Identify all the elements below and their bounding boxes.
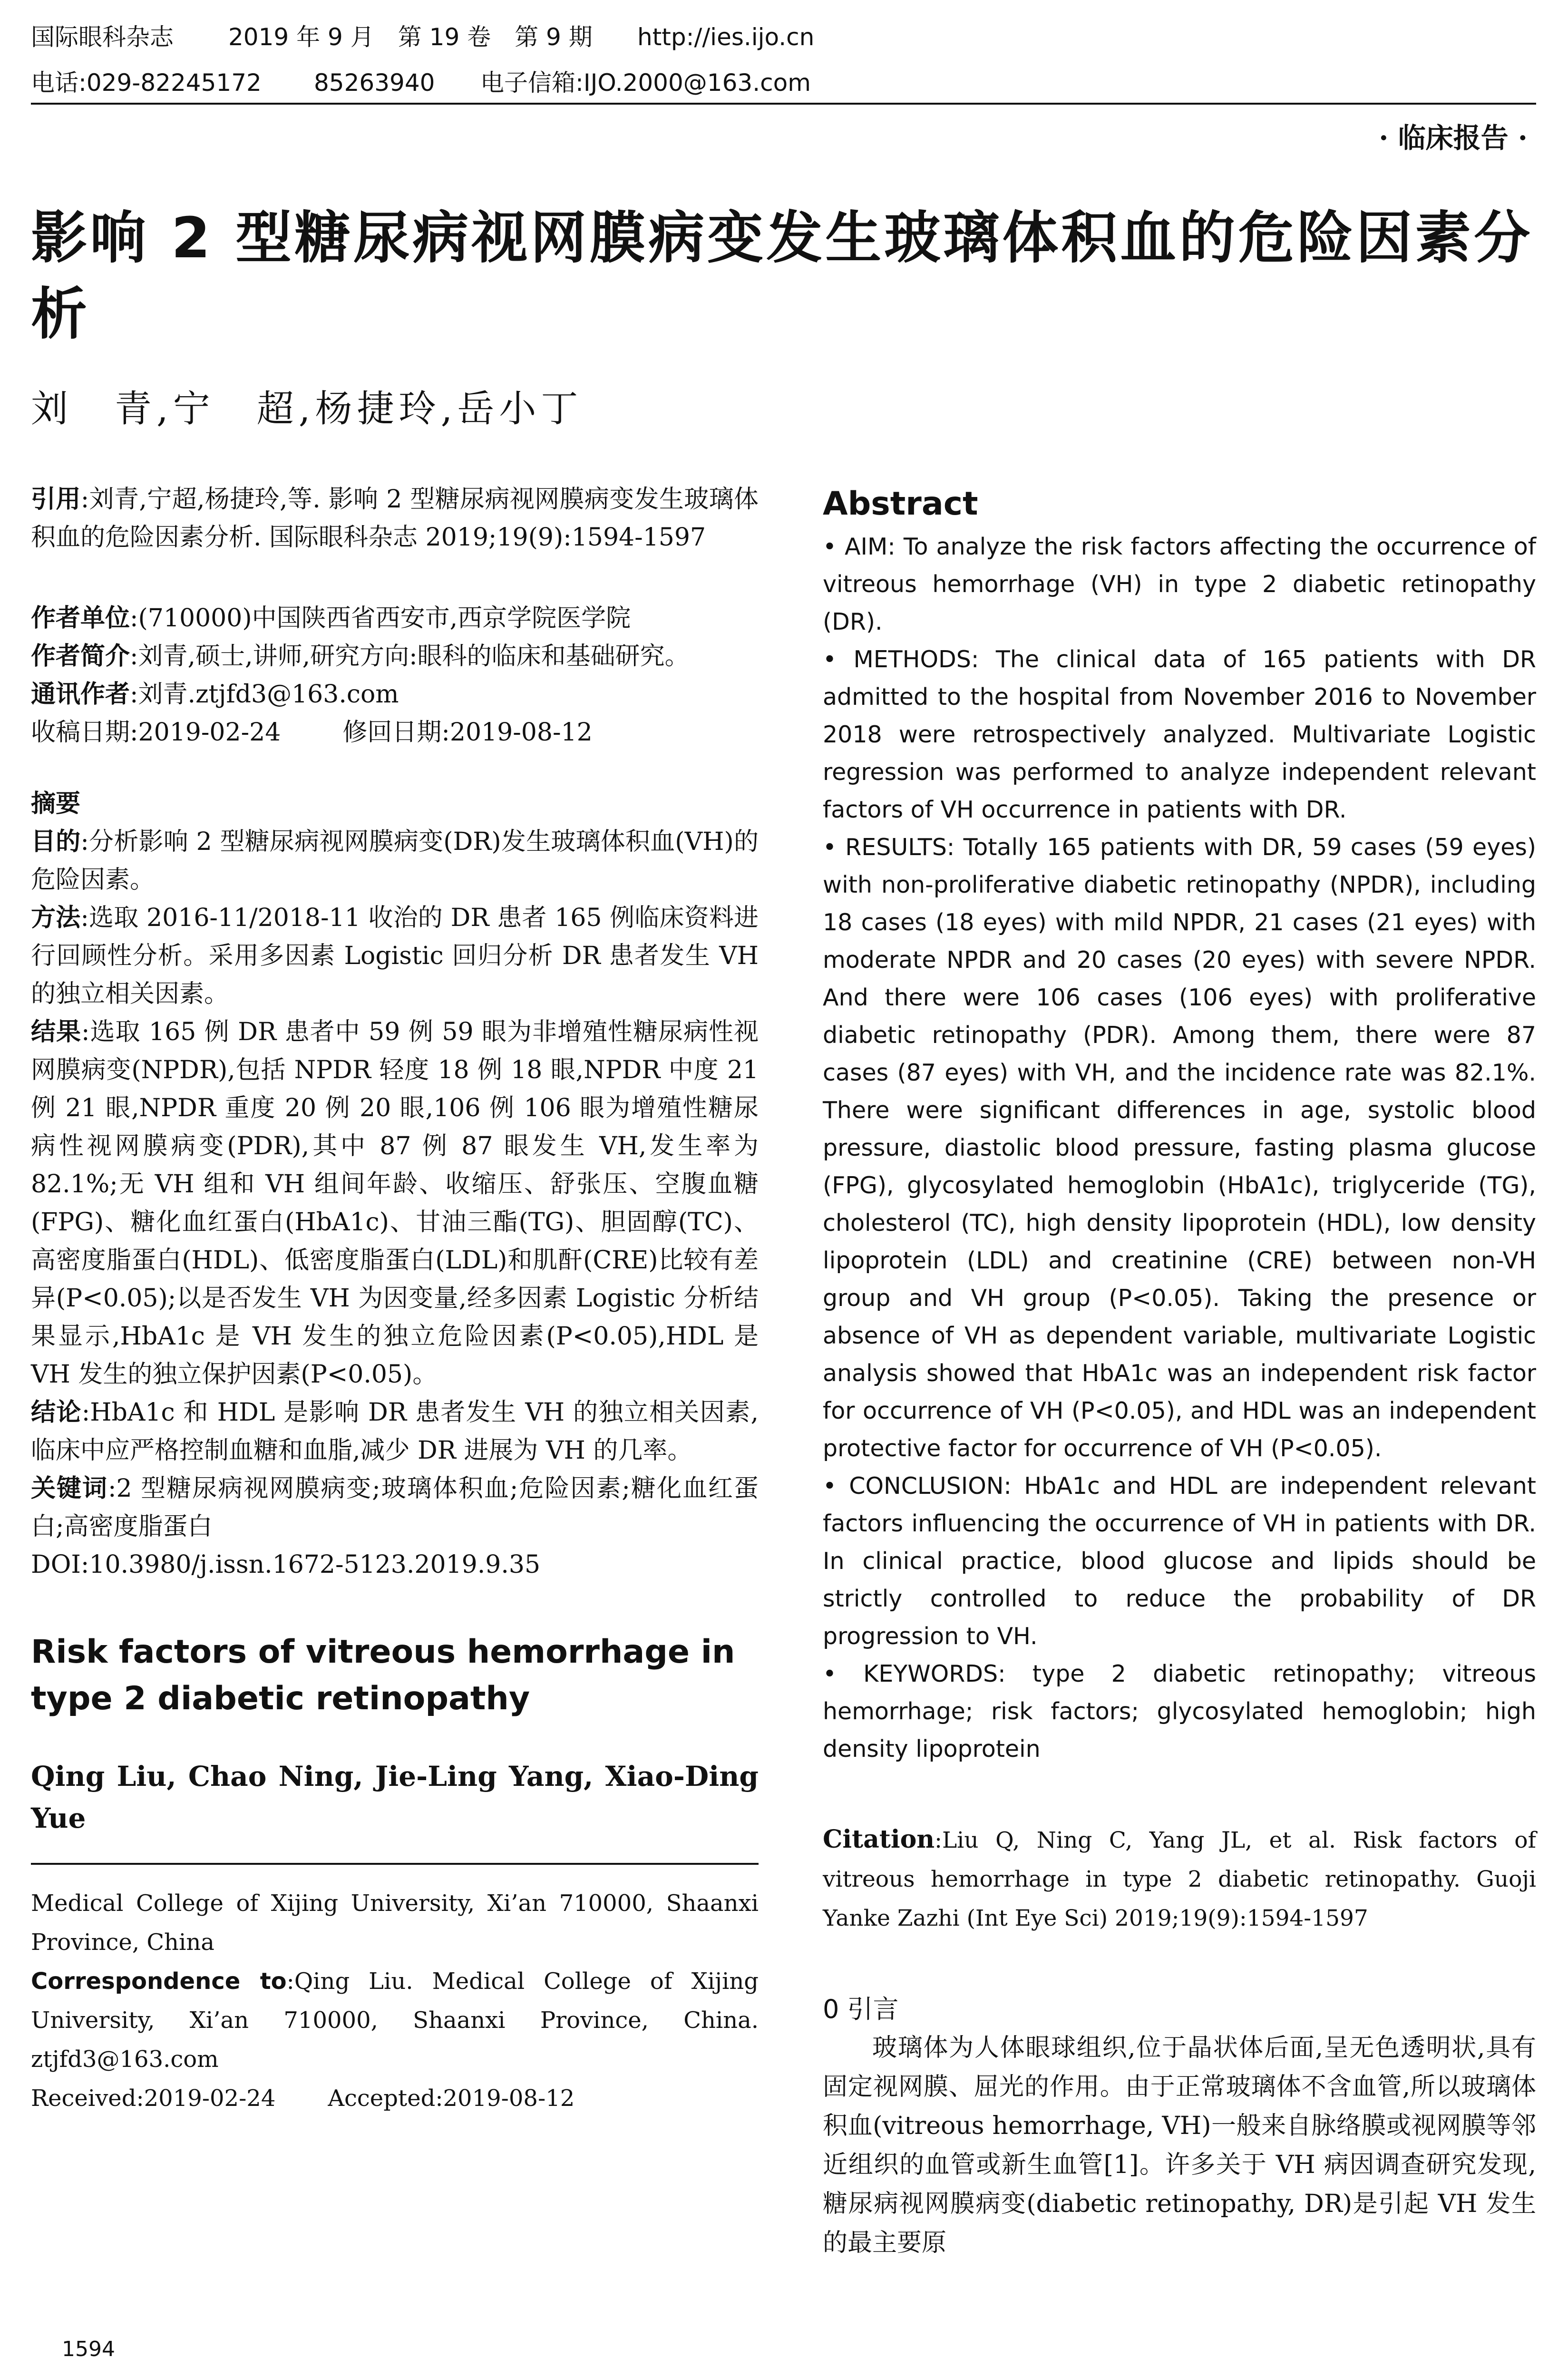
english-authors: Qing Liu, Chao Ning, Jie-Ling Yang, Xiao-Ding Yue: [31, 1760, 759, 1834]
citation-label: 引用: [31, 485, 81, 514]
english-authors-rule: [31, 1863, 759, 1865]
email[interactable]: 电子信箱:IJO.2000@163.com: [480, 69, 811, 97]
citation-cn: 引用:刘青,宁超,杨捷玲,等. 影响 2 型糖尿病视网膜病变发生玻璃体积血的危险因素分析. 国际眼科杂志 2019;19(9):1594-1597: [31, 485, 759, 552]
header-rule: [31, 103, 1536, 105]
left-column: [31, 480, 759, 2118]
english-affiliation-block: Medical College of Xijing University, Xi’an 710000, Shaanxi Province, China Correspondence to:Qing Liu. Medical College of Xijing University, Xi’an 710000, Shaanxi Province, China. ztjfd3@163.com Received:2019-02-24 Accepted:2019-08-12: [31, 1884, 759, 2118]
issue-info: 2019 年 9 月 第 19 卷 第 9 期: [228, 23, 593, 51]
right-column: [823, 480, 1536, 2262]
doi[interactable]: DOI:10.3980/j.issn.1672-5123.2019.9.35: [31, 1550, 541, 1579]
abstract-en: • AIM: To analyze the risk factors affecting the occurrence of vitreous hemorrhage (VH) in type 2 diabetic retinopathy (DR). • METHODS: The clinical data of 165 patients with DR admitted to the hospital from November 2016 to November 2018 were retrospectively analyzed. Multivariate Logistic regression was performed to analyze independent relevant factors of VH occurrence in patients with DR. • RESULTS: Totally 165 patients with DR, 59 cases (59 eyes) with non-proliferative diabetic retinopathy (NPDR), including 18 cases (18 eyes) with mild NPDR, 21 cases (21 eyes) with moderate NPDR and 20 cases (20 eyes) with severe NPDR. And there were 106 cases (106 eyes) with proliferative diabetic retinopathy (PDR). Among them, there were 87 cases (87 eyes) with VH, and the incidence rate was 82.1%. There were significant differences in age, systolic blood pressure, diastolic blood pressure, fasting plasma glucose (FPG), glycosylated hemoglobin (HbA1c), triglyceride (TG), cholesterol (TC), high density lipoprotein (HDL), low density lipoprotein (LDL) and creatinine (CRE) between non-VH group and VH group (P<0.05). Taking the presence or absence of VH as dependent variable, multivariate Logistic analysis showed that HbA1c was an independent risk factor for occurrence of VH (P<0.05), and HDL was an independent protective factor for occurrence of VH (P<0.05). • CONCLUSION: HbA1c and HDL are independent relevant factors influencing the occurrence of VH in patients with DR. In clinical practice, blood glucose and lipids should be strictly controlled to reduce the probability of DR progression to VH. • KEYWORDS: type 2 diabetic retinopathy; vitreous hemorrhage; risk factors; glycosylated hemoglobin; high density lipoprotein: [823, 533, 1536, 1763]
phone: 电话:029-82245172: [31, 69, 262, 97]
abstract-cn: 摘要 目的:分析影响 2 型糖尿病视网膜病变(DR)发生玻璃体积血(VH)的危险因素。 方法:选取 2016-11/2018-11 收治的 DR 患者 165 例临床资料进行回顾性分析。采用多因素 Logistic 回归分析 DR 患者发生 VH 的独立相关因素。 结果:选取 165 例 DR 患者中 59 例 59 眼为非增殖性糖尿病性视网膜病变(NPDR),包括 NPDR 轻度 18 例 18 眼,NPDR 中度 21 例 21 眼,NPDR 重度 20 例 20 眼,106 例 106 眼为增殖性糖尿病性视网膜病变(PDR),其中 87 例 87 眼发生 VH,发生率为 82.1%;无 VH 组和 VH 组间年龄、收缩压、舒张压、空腹血糖(FPG)、糖化血红蛋白(HbA1c)、甘油三酯(TG)、胆固醇(TC)、高密度脂蛋白(HDL)、低密度脂蛋白(LDL)和肌酐(CRE)比较有差异(P<0.05);以是否发生 VH 为因变量,经多因素 Logistic 分析结果显示,HbA1c 是 VH 发生的独立危险因素(P<0.05),HDL 是 VH 发生的独立保护因素(P<0.05)。 结论:HbA1c 和 HDL 是影响 DR 患者发生 VH 的独立相关因素,临床中应严格控制血糖和血脂,减少 DR 进展为 VH 的几率。 关键词:2 型糖尿病视网膜病变;玻璃体积血;危险因素;糖化血红蛋白;高密度脂蛋白 DOI:10.3980/j.issn.1672-5123.2019.9.35: [31, 785, 759, 1584]
citation-en: Citation:Liu Q, Ning C, Yang JL, et al. Risk factors of vitreous hemorrhage in type 2 diabetic retinopathy. Guoji Yanke Zazhi (Int Eye Sci) 2019;19(9):1594-1597: [823, 1825, 1536, 1931]
english-title: Risk factors of vitreous hemorrhage in type 2 diabetic retinopathy: [31, 1633, 735, 1717]
received-date: 收稿日期:2019-02-24: [31, 718, 281, 747]
revised-date: 修回日期:2019-08-12: [342, 718, 593, 747]
intro-text: 玻璃体为人体眼球组织,位于晶状体后面,呈无色透明状,具有固定视网膜、屈光的作用。由于正常玻璃体不含血管,所以玻璃体积血(vitreous hemorrhage, VH)一般来自脉络膜或视网膜等邻近组织的血管或新生血管[1]。许多关于 VH 病因调查研究发现,糖尿病视网膜病变(diabetic retinopathy, DR)是引起 VH 发生的最主要原: [823, 2034, 1536, 2257]
english-accepted: Accepted:2019-08-12: [328, 2085, 575, 2112]
section-label: · 临床报告 ·: [1379, 122, 1528, 154]
intro-heading: 0 引言: [823, 1994, 899, 2024]
abstract-cn-heading: 摘要: [31, 789, 81, 818]
abstract-en-heading: Abstract: [823, 485, 978, 523]
english-affiliation: Medical College of Xijing University, Xi’an 710000, Shaanxi Province, China: [31, 1890, 759, 1956]
journal-url[interactable]: http://ies.ijo.cn: [637, 23, 815, 51]
phone2: 85263940: [314, 69, 435, 97]
article-title: 影响 2 型糖尿病视网膜病变发生玻璃体积血的危险因素分析: [31, 205, 1533, 347]
journal-name: 国际眼科杂志: [31, 23, 174, 51]
page-number: 1594: [62, 2337, 115, 2361]
author-info: 作者单位:(710000)中国陕西省西安市,西京学院医学院 作者简介:刘青,硕士,讲师,研究方向:眼科的临床和基础研究。 通讯作者:刘青.ztjfd3@163.com 收稿日期:2019-02-24 修回日期:2019-08-12: [31, 604, 690, 747]
authors-cn: 刘 青,宁 超,杨捷玲,岳小丁: [31, 388, 583, 430]
english-received: Received:2019-02-24: [31, 2085, 276, 2112]
